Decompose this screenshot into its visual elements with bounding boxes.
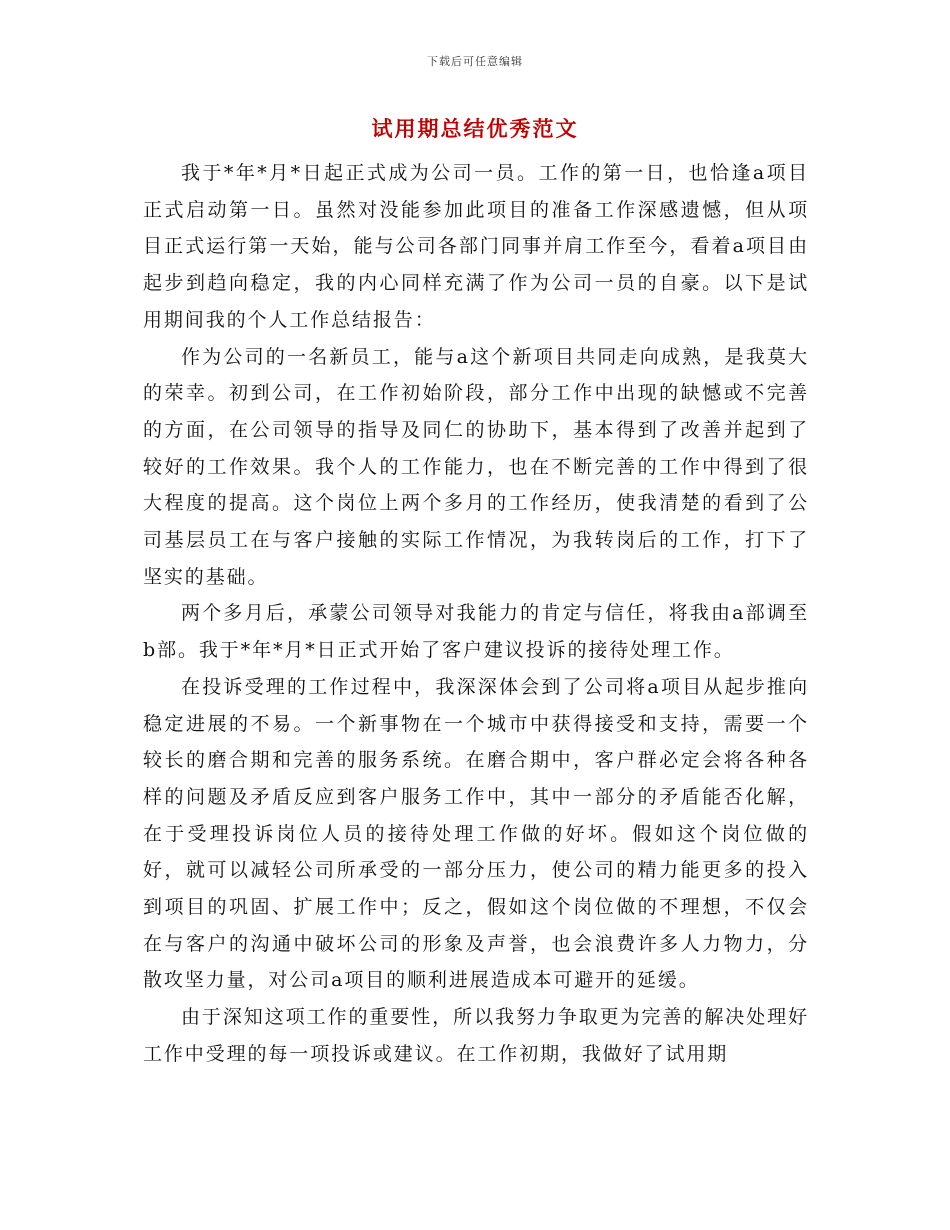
paragraph: 由于深知这项工作的重要性，所以我努力争取更为完善的解决处理好工作中受理的每一项投诉或建议。在工作初期，我做好了试用期 — [143, 1006, 809, 1065]
document-body — [143, 155, 809, 1073]
paragraph: 作为公司的一名新员工，能与a这个新项目共同走向成熟，是我莫大的荣幸。初到公司，在工作初始阶段，部分工作中出现的缺憾或不完善的方面，在公司领导的指导及同仁的协助下，基本得到了改善并起到了较好的工作效果。我个人的工作能力，也在不断完善的工作中得到了很大程度的提高。这个岗位上两个多月的工作经历，使我清楚的看到了公司基层员工在与客户接触的实际工作情况，为我转岗后的工作，打下了坚实的基础。 — [143, 345, 809, 588]
paragraph: 我于*年*月*日起正式成为公司一员。工作的第一日，也恰逢a项目正式启动第一日。虽然对没能参加此项目的准备工作深感遗憾，但从项目正式运行第一天始，能与公司各部门同事并肩工作至今，看着a项目由起步到趋向稳定，我的内心同样充满了作为公司一员的自豪。以下是试用期间我的个人工作总结报告： — [143, 162, 809, 331]
document-title: 试用期总结优秀范文 — [371, 117, 579, 141]
paragraph: 在投诉受理的工作过程中，我深深体会到了公司将a项目从起步推向稳定进展的不易。一个新事物在一个城市中获得接受和支持，需要一个较长的磨合期和完善的服务系统。在磨合期中，客户群必定会将各种各样的问题及矛盾反应到客户服务工作中，其中一部分的矛盾能否化解，在于受理投诉岗位人员的接待处理工作做的好坏。假如这个岗位做的好，就可以减轻公司所承受的一部分压力，使公司的精力能更多的投入到项目的巩固、扩展工作中；反之，假如这个岗位做的不理想，不仅会在与客户的沟通中破坏公司的形象及声誉，也会浪费许多人力物力，分散攻坚力量，对公司a项目的顺利进展造成本可避开的延缓。 — [143, 675, 809, 992]
paragraph: 两个多月后，承蒙公司领导对我能力的肯定与信任，将我由a部调至b部。我于*年*月*日正式开始了客户建议投诉的接待处理工作。 — [143, 602, 809, 662]
header-note: 下载后可任意编辑 — [427, 55, 523, 68]
